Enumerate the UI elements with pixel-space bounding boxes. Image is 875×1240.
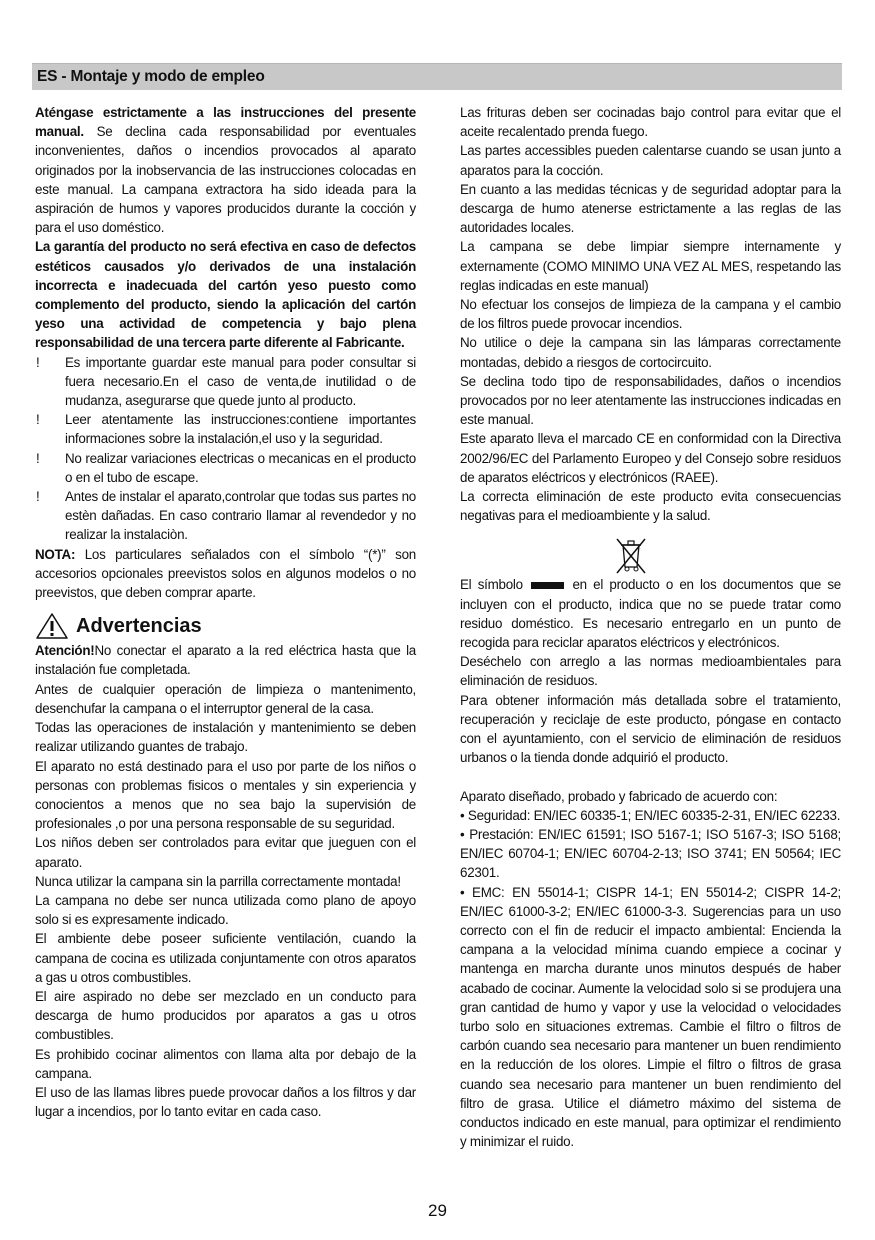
nota-paragraph <box>35 545 416 603</box>
safety-paragraph: Las partes accessibles pueden calentarse cuando se usan junto a aparatos para la cocción. <box>460 143 841 178</box>
atencion-label: Atención! <box>35 643 95 659</box>
symbol-after: en el producto o en los documentos que se incluyen con el producto, indica que no se puede tratar como residuo doméstico. Es necesario entregarlo en un punto de recogida para reciclar aparatos eléctricos y electrónicos. <box>460 577 841 651</box>
safety-paragraph: Se declina todo tipo de responsabilidades, daños o incendios provocados por no leer atentamente las instrucciones indicadas en este manual. <box>460 373 841 428</box>
warning-paragraph: Es prohibido cocinar alimentos con llama alta por debajo de la campana. <box>35 1046 416 1081</box>
section-header-bar <box>32 63 842 90</box>
intro-bold: Aténgase estrictamente a las instrucciones del presente manual. <box>35 105 416 140</box>
crossed-bin-icon <box>613 535 649 575</box>
atencion-text: No conectar el aparato a la red eléctrica hasta que la instalación fue completada. <box>35 643 416 678</box>
exclamation-mark: ! <box>36 412 40 428</box>
warnings-title: Advertencias <box>76 614 202 637</box>
safety-paragraph: No efectuar los consejos de limpieza de la campana y el cambio de los filtros puede provocar incendios. <box>460 297 841 332</box>
section-title: ES - Montaje y modo de empleo <box>37 68 265 85</box>
weee-symbol <box>460 525 841 575</box>
atencion-paragraph <box>35 641 416 679</box>
warranty-paragraph: La garantía del producto no será efectiva en caso de defectos estéticos causados y/o derivados de una instalación incorrecta e inadecuada del cartón yeso puesto como complemento del producto, siendo la aplicación del cartón yeso una actividad de competencia y bajo plena responsabilidad de una tercera parte diferente al Fabricante. <box>35 239 416 351</box>
exclamation-mark: ! <box>36 489 40 505</box>
exclamation-mark: ! <box>36 450 40 466</box>
safety-paragraph: Este aparato lleva el marcado CE en conformidad con la Directiva 2002/96/EC del Parlamento Europeo y del Consejo sobre residuos de aparatos eléctricos y electrónicos (RAEE). <box>460 431 841 485</box>
nota-text: Los particulares señalados con el símbolo “(*)” son accesorios opcionales preevistos solos en algunos modelos o no preevistos, que deben comprar aparte. <box>35 546 416 601</box>
warning-paragraph: Los niños deben ser controlados para evitar que jueguen con el aparato. <box>35 835 416 870</box>
safety-paragraph: Las frituras deben ser cocinadas bajo control para evitar que el aceite recalentado prenda fuego. <box>460 105 841 140</box>
safety-paragraph: La campana se debe limpiar siempre internamente y externamente (COMO MINIMO UNA VEZ AL MES, respetando las reglas indicadas en este manual) <box>460 239 841 293</box>
left-column <box>35 103 416 1121</box>
nota-label: NOTA: <box>35 546 76 562</box>
list-item <box>35 487 416 545</box>
right-column <box>460 103 841 1151</box>
warning-paragraph: Todas las operaciones de instalación y mantenimiento se deben realizar utilizando guantes de trabajo. <box>35 720 416 755</box>
safety-paragraph: No utilice o deje la campana sin las lámparas correctamente montadas, debido a riesgos de cortocircuito. <box>460 335 841 370</box>
symbol-before: El símbolo <box>460 577 523 593</box>
intro-text: Se declina cada responsabilidad por eventuales inconvenientes, daños o incendios provocados al aparato originados por la inobservancia de las instrucciones colocadas en este manual. La campana extractora ha sido ideada para la aspiración de humos y vapores producidos durante la cocción y para el uso doméstico. <box>35 124 416 236</box>
disposal-paragraph: Deséchelo con arreglo a las normas medioambientales para eliminación de residuos. <box>460 654 841 689</box>
warning-paragraph: El ambiente debe poseer suficiente ventilación, cuando la campana de cocina es utilizada conjuntamente con otros aparatos a gas u otros combustibles. <box>35 931 416 985</box>
intro-paragraph <box>35 103 416 237</box>
safety-paragraph: La correcta eliminación de este producto evita consecuencias negativas para el medioambiente y la salud. <box>460 489 841 524</box>
warning-paragraph: Nunca utilizar la campana sin la parrilla correctamente montada! <box>35 873 401 889</box>
list-item-text: Leer atentamente las instrucciones:contiene importantes informaciones sobre la instalación,el uso y la seguridad. <box>65 412 416 447</box>
black-bar-symbol <box>531 582 564 589</box>
warning-paragraph: La campana no debe ser nunca utilizada como plano de apoyo solo si es expresamente indicado. <box>35 892 416 928</box>
page-number: 29 <box>428 1201 447 1220</box>
exclamation-mark: ! <box>36 354 40 370</box>
warnings-heading <box>35 611 416 641</box>
emc-paragraph: • EMC: EN 55014-1; CISPR 14-1; EN 55014-2; CISPR 14-2; EN/IEC 61000-3-2; EN/IEC 61000-3-3. Sugerencias para un uso correcto con el fin de reducir el impacto ambiental: Encienda la campana a la velocidad mínima cuando empiece a cocinar y mantenga en marcha durante unos minutos después de haber acabado de cocinar. Aumente la velocidad solo si se produjera una gran cantidad de humo y vapor y use la velocidad o velocidades turbo solo en situaciones extremas. Cambie el filtro o filtros de carbón cuando sea necesario para mantener un buen rendimiento en la reducción de los olores. Limpie el filtro o filtros de grasa cuando sea necesario para mantener un buen rendimiento del filtro de grasa. Utilice el diámetro máximo del sistema de conductos indicado en este manual, para optimizar el rendimiento y minimizar el ruido. <box>460 884 841 1150</box>
spacer <box>460 768 841 787</box>
safety-paragraph: En cuanto a las medidas técnicas y de seguridad adoptar para la descarga de humo atenerse estrictamente a las reglas de las autoridades locales. <box>460 181 841 236</box>
list-item <box>35 449 416 487</box>
list-item-text: Es importante guardar este manual para poder consultar si fuera necesario.En el caso de venta,de inutilidad o de mudanza, asegurarse que quede junto al producto. <box>65 354 416 409</box>
list-item-text: Antes de instalar el aparato,controlar que todas sus partes no estèn dañadas. En caso contrario llamar al revendedor y no realizar la instalaciòn. <box>65 489 416 543</box>
warning-paragraph: El aire aspirado no debe ser mezclado en un conducto para descarga de humo producidos por aparatos a gas u otros combustibles. <box>35 988 416 1043</box>
symbol-paragraph <box>460 575 841 652</box>
list-item <box>35 353 416 411</box>
warning-paragraph: El aparato no está destinado para el uso por parte de los niños o personas con problemas fisicos o mentales y sin experiencia y conocientos a menos que no sea bajo la supervisión de profesionales ,o por una persona responsable de su seguridad. <box>35 758 416 832</box>
warning-paragraph: El uso de las llamas libres puede provocar daños a los filtros y dar lugar a incendios, por lo tanto evitar en cada caso. <box>35 1084 416 1120</box>
designed-paragraph: Aparato diseñado, probado y fabricado de acuerdo con: <box>460 788 778 804</box>
warning-paragraph: Antes de cualquier operación de limpieza o mantenimento, desenchufar la campana o el interruptor general de la casa. <box>35 681 416 716</box>
standard-item: • Prestación: EN/IEC 61591; ISO 5167-1; ISO 5167-3; ISO 5168; EN/IEC 60704-1; EN/IEC 60704-2-13; ISO 3741; EN 50564; IEC 62301. <box>460 826 841 881</box>
list-item <box>35 410 416 448</box>
list-item-text: No realizar variaciones electricas o mecanicas en el producto o en el tubo de escape. <box>65 450 416 485</box>
standard-item: • Seguridad: EN/IEC 60335-1; EN/IEC 60335-2-31, EN/IEC 62233. <box>460 807 841 823</box>
disposal-paragraph: Para obtener información más detallada sobre el tratamiento, recuperación y reciclaje de este producto, póngase en contacto con el ayuntamiento, con el servicio de eliminación de residuos urbanos o la tienda donde adquirió el producto. <box>460 692 841 766</box>
warning-triangle-icon <box>35 612 69 640</box>
